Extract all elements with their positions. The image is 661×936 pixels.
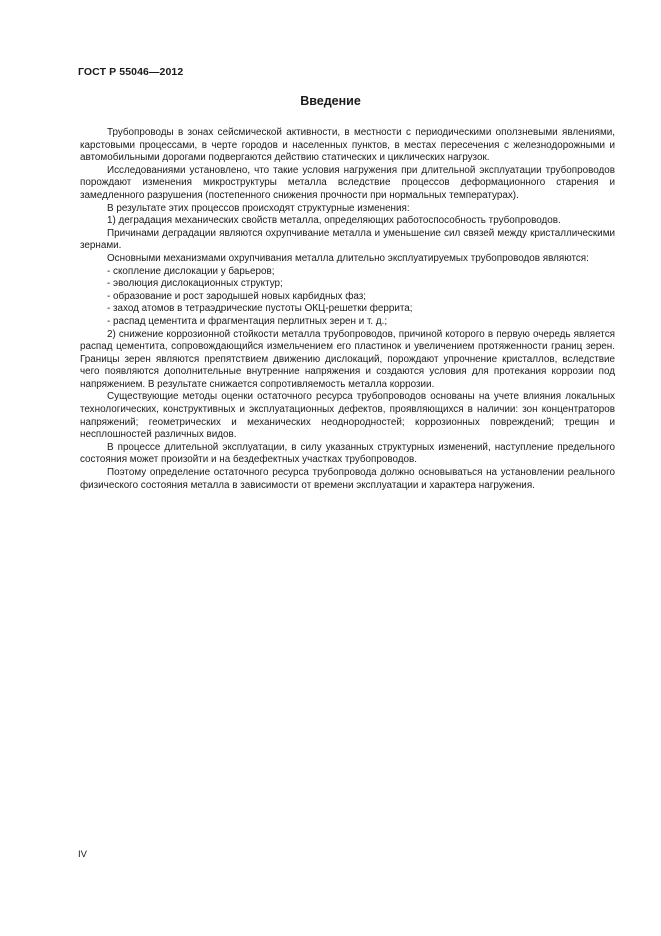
paragraph: Исследованиями установлено, что такие условия нагружения при длительной эксплуатации трубопроводов порождают изменения микроструктуры металла вследствие процессов деформационного старения и замедленного разрушения (постепенного снижения прочности при нормальных температурах). bbox=[80, 164, 615, 201]
page-number: IV bbox=[78, 849, 87, 860]
paragraph: Существующие методы оценки остаточного ресурса трубопроводов основаны на учете влияния локальных технологических, конструктивных и эксплуатационных дефектов, проявляющихся в наличии: зон концентраторов напряжений; геометрических и механических неоднородностей; коррозионных повреждений; трещин и несплошностей различных видов. bbox=[80, 391, 615, 441]
list-item: - образование и рост зародышей новых карбидных фаз; bbox=[107, 290, 366, 302]
paragraph: Поэтому определение остаточного ресурса трубопровода должно основываться на установлении реального физического состояния металла в зависимости от времени эксплуатации и характера нагружения. bbox=[80, 467, 615, 491]
paragraph: В результате этих процессов происходят структурные изменения: bbox=[107, 202, 410, 214]
document-code: ГОСТ Р 55046—2012 bbox=[78, 66, 184, 78]
body-text bbox=[80, 127, 615, 492]
paragraph: 1) деградация механических свойств металла, определяющих работоспособность трубопроводов. bbox=[107, 215, 561, 227]
paragraph: 2) снижение коррозионной стойкости металла трубопроводов, причиной которого в первую очередь является распад цементита, сопровождающийся измельчением его пластинок и увеличением протяженности границ зерен. Границы зерен являются препятствием движению дислокаций, порождают упрочнение кристаллов, вследствие чего появляются дополнительные внутренние напряжения и создаются условия для протекания коррозии под напряжением. В результате снижается сопротивляемость металла коррозии. bbox=[80, 328, 615, 390]
paragraph: В процессе длительной эксплуатации, в силу указанных структурных изменений, наступление предельного состояния может произойти и на бездефектных участках трубопроводов. bbox=[80, 441, 615, 466]
paragraph: Основными механизмами охрупчивания металла длительно эксплуатируемых трубопроводов являются: bbox=[107, 252, 589, 264]
list-item: - скопление дислокации у барьеров; bbox=[107, 265, 275, 277]
paragraph: Трубопроводы в зонах сейсмической активности, в местности с периодическими оползневыми явлениями, карстовыми процессами, в черте городов и населенных пунктов, в местах пересечения с железнодорожными и автомобильными дорогами подвергаются действию статических и циклических нагрузок. bbox=[80, 127, 615, 164]
section-title: Введение bbox=[300, 94, 361, 108]
list-item: - эволюция дислокационных структур; bbox=[107, 278, 283, 290]
list-item: - распад цементита и фрагментация перлитных зерен и т. д.; bbox=[107, 315, 388, 327]
paragraph: Причинами деградации являются охрупчивание металла и уменьшение сил связей между кристаллическими зернами. bbox=[80, 227, 615, 252]
list-item: - заход атомов в тетраэдрические пустоты ОКЦ-решетки феррита; bbox=[107, 303, 413, 315]
